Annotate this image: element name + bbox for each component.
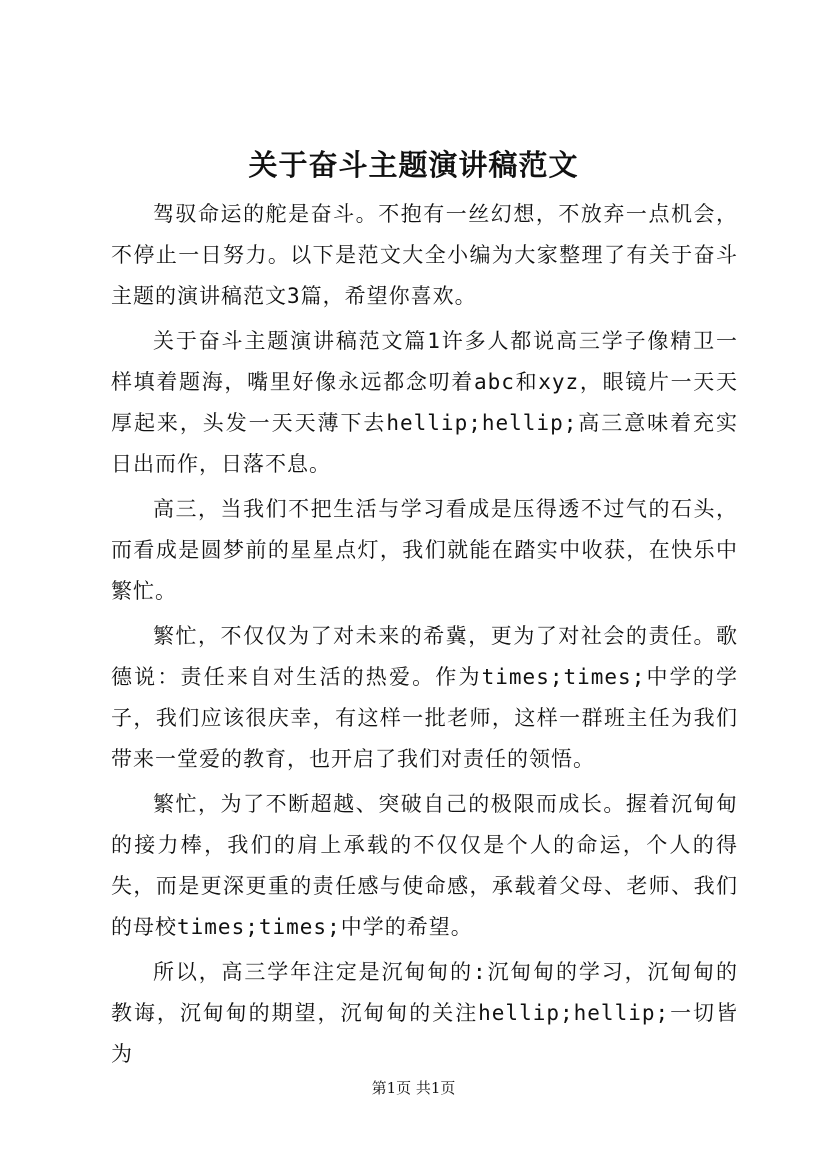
paragraph: 关于奋斗主题演讲稿范文篇1许多人都说高三学子像精卫一样填着题海，嘴里好像永远都念叨着abc和xyz，眼镜片一天天厚起来，头发一天天薄下去hellip;hellip;高三意味着充实日出而作，日落不息。 <box>111 329 738 476</box>
page-number-footer: 第1页 共1页 <box>371 1079 456 1097</box>
document-title: 关于奋斗主题演讲稿范文 <box>248 148 579 182</box>
paragraph: 驾驭命运的舵是奋斗。不抱有一丝幻想，不放弃一点机会，不停止一日努力。以下是范文大全小编为大家整理了有关于奋斗主题的演讲稿范文3篇，希望你喜欢。 <box>111 202 738 308</box>
document-body <box>111 194 738 1079</box>
paragraph: 高三，当我们不把生活与学习看成是压得透不过气的石头，而看成是圆梦前的星星点灯，我们就能在踏实中收获，在快乐中繁忙。 <box>111 497 738 603</box>
paragraph: 繁忙，不仅仅为了对未来的希冀，更为了对社会的责任。歌德说：责任来自对生活的热爱。作为times;times;中学的学子，我们应该很庆幸，有这样一批老师，这样一群班主任为我们带来一堂爱的教育，也开启了我们对责任的领悟。 <box>111 624 738 771</box>
paragraph: 所以，高三学年注定是沉甸甸的:沉甸甸的学习，沉甸甸的教诲，沉甸甸的期望，沉甸甸的关注hellip;hellip;一切皆为 <box>111 960 738 1066</box>
paragraph: 繁忙，为了不断超越、突破自己的极限而成长。握着沉甸甸的接力棒，我们的肩上承载的不仅仅是个人的命运，个人的得失，而是更深更重的责任感与使命感，承载着父母、老师、我们的母校times;times;中学的希望。 <box>111 792 738 939</box>
